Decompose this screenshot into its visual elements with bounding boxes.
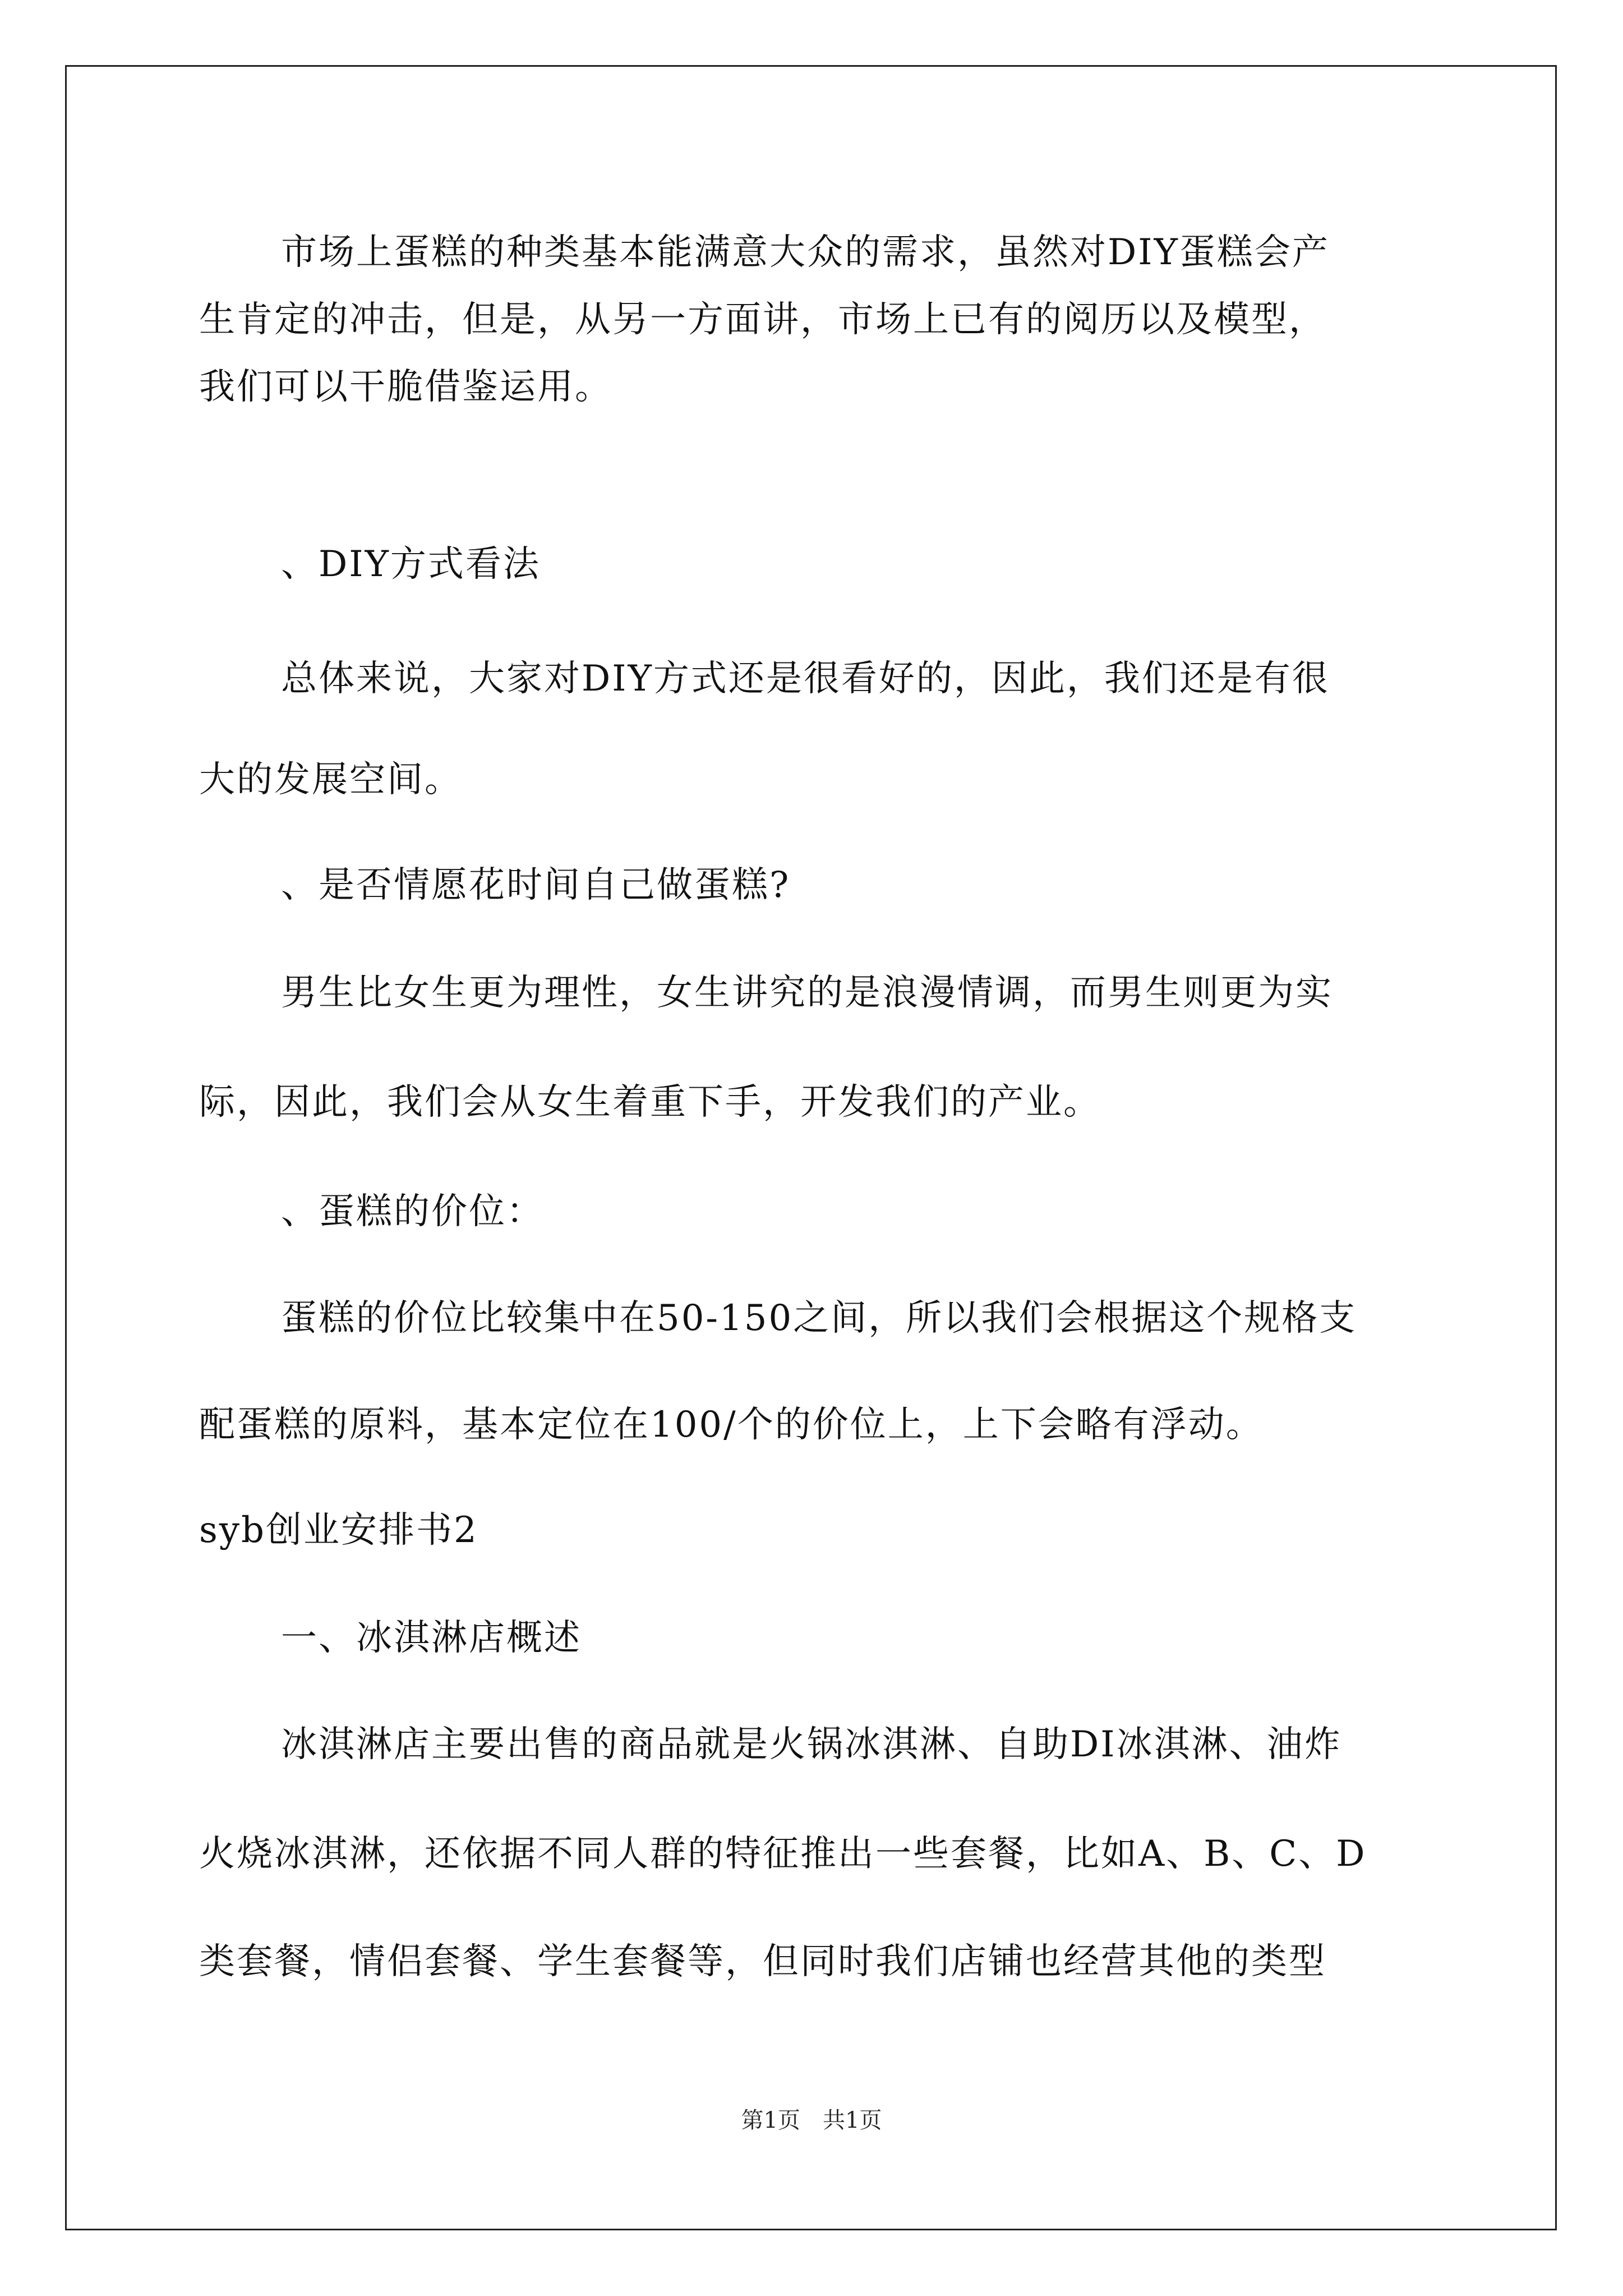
section-heading: 一、冰淇淋店概述 [281,1617,582,1659]
paragraph-line: 蛋糕的价位比较集中在50-150之间，所以我们会根据这个规格支 [281,1297,1357,1339]
document-title: syb创业安排书2 [199,1510,478,1551]
paragraph-line: 际，因此，我们会从女生着重下手，开发我们的产业。 [199,1082,1101,1123]
paragraph-line: 火烧冰淇淋，还依据不同人群的特征推出一些套餐，比如A、B、C、D [199,1833,1367,1875]
paragraph-line: 类套餐，情侣套餐、学生套餐等，但同时我们店铺也经营其他的类型 [199,1941,1326,1982]
paragraph-line: 总体来说，大家对DIY方式还是很看好的，因此，我们还是有很 [281,658,1330,700]
paragraph-line: 大的发展空间。 [199,759,462,800]
paragraph-line: 我们可以干脆借鉴运用。 [199,366,612,408]
page-number-footer: 第1页 共1页 [741,2108,882,2133]
paragraph-line: 市场上蛋糕的种类基本能满意大众的需求，虽然对DIY蛋糕会产 [281,232,1330,273]
paragraph-line: 男生比女生更为理性，女生讲究的是浪漫情调，而男生则更为实 [281,972,1333,1014]
section-heading: 、DIY方式看法 [281,544,541,585]
section-heading: 、蛋糕的价位： [281,1191,544,1232]
paragraph-line: 配蛋糕的原料，基本定位在100/个的价位上，上下会略有浮动。 [199,1404,1264,1446]
paragraph-line: 冰淇淋店主要出售的商品就是火锅冰淇淋、自助DI冰淇淋、油炸 [281,1724,1342,1765]
paragraph-line: 生肯定的冲击，但是，从另一方面讲，市场上已有的阅历以及模型， [199,299,1326,341]
section-heading: 、是否情愿花时间自己做蛋糕? [281,864,791,906]
